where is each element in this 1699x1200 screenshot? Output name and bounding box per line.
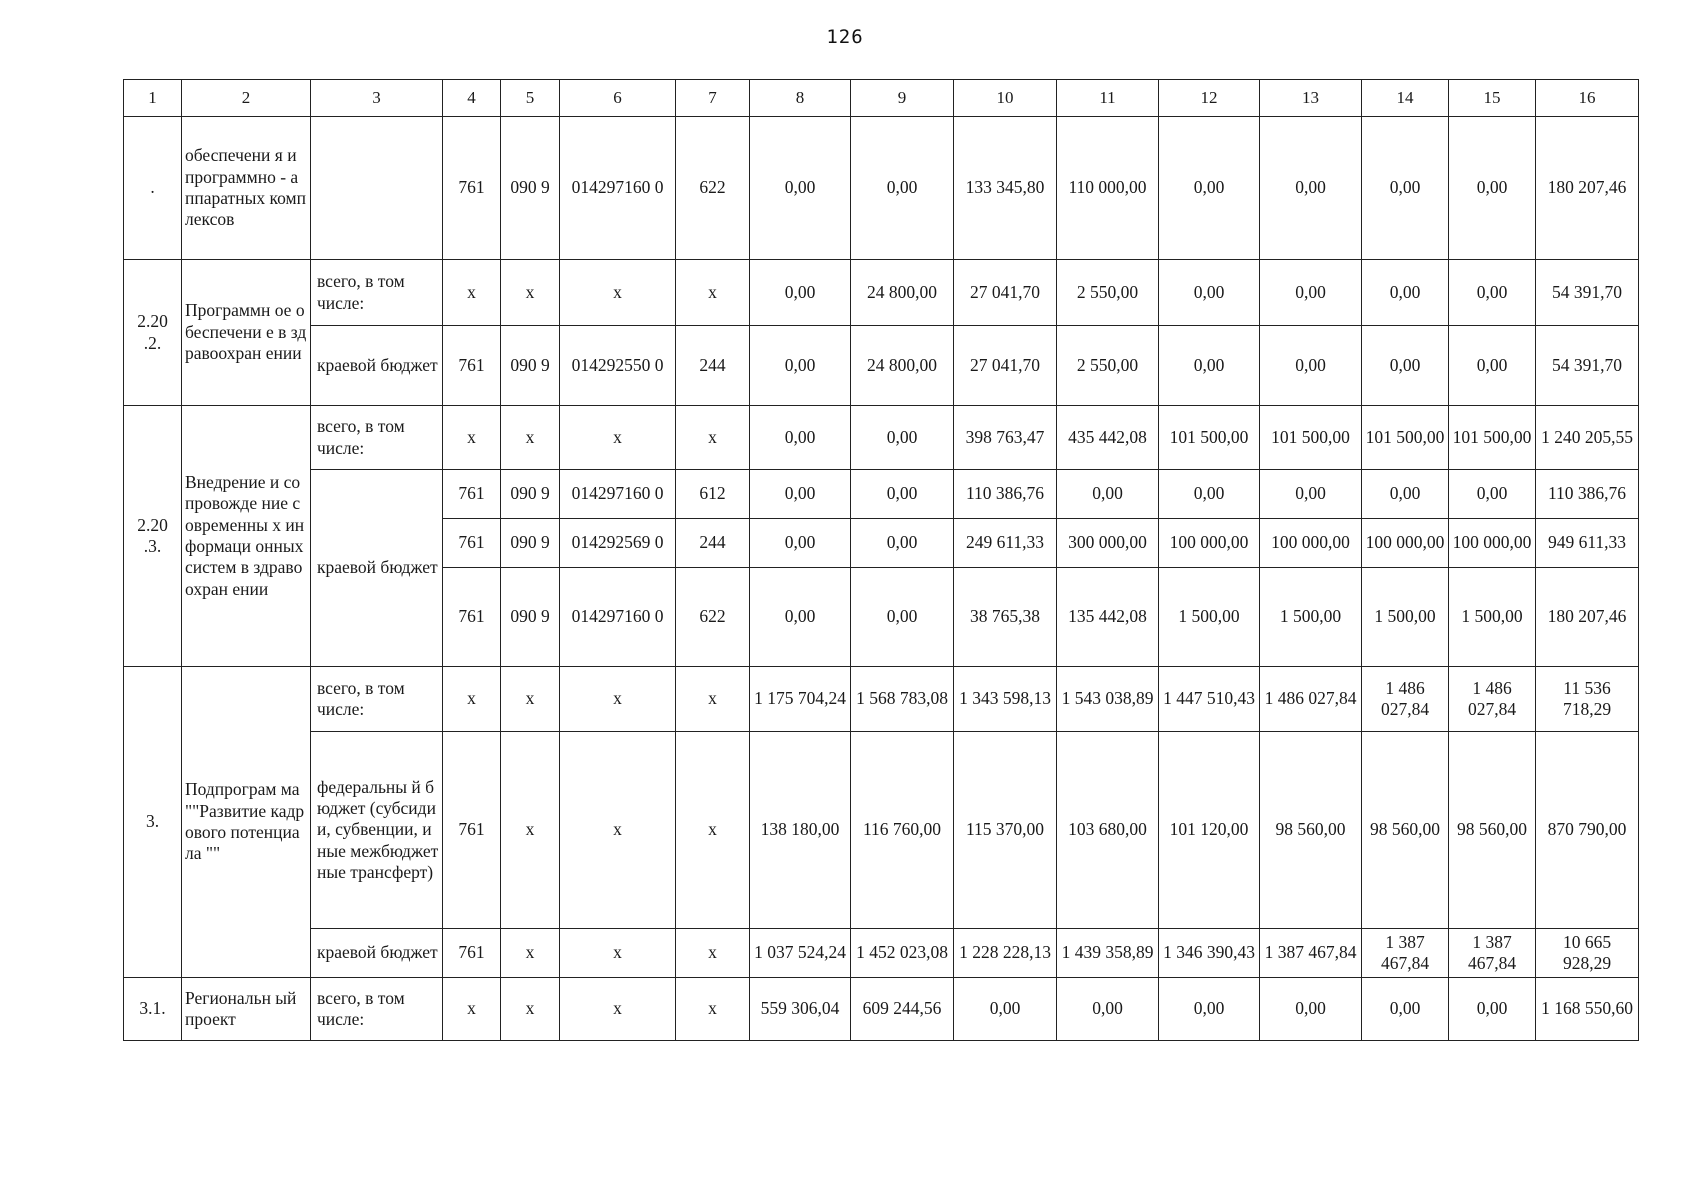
value-col-9: 24 800,00 xyxy=(851,326,954,406)
value-col-9: 0,00 xyxy=(851,470,954,519)
funding-source: краевой бюджет xyxy=(311,929,443,978)
value-col-8: 0,00 xyxy=(750,470,851,519)
header-cell: 14 xyxy=(1362,80,1449,117)
cell-col-7: 622 xyxy=(676,568,750,667)
item-code: 2.20 .2. xyxy=(124,260,182,406)
value-col-15: 101 500,00 xyxy=(1449,406,1536,470)
value-col-13: 100 000,00 xyxy=(1260,519,1362,568)
value-col-9: 0,00 xyxy=(851,519,954,568)
header-cell: 6 xyxy=(560,80,676,117)
value-col-15: 0,00 xyxy=(1449,326,1536,406)
value-col-9: 116 760,00 xyxy=(851,732,954,929)
budget-table xyxy=(123,79,1639,1041)
cell-col-6: х xyxy=(560,406,676,470)
page-number: 126 xyxy=(826,26,864,48)
funding-source: краевой бюджет xyxy=(311,470,443,667)
funding-source: федеральны й бюджет (субсидии, субвенции, иные межбюджет ные трансферт) xyxy=(311,732,443,929)
value-col-14: 0,00 xyxy=(1362,326,1449,406)
value-col-12: 0,00 xyxy=(1159,260,1260,326)
value-col-8: 0,00 xyxy=(750,519,851,568)
funding-source xyxy=(311,117,443,260)
table-row xyxy=(124,732,1639,929)
header-cell: 7 xyxy=(676,80,750,117)
value-col-11: 2 550,00 xyxy=(1057,260,1159,326)
value-col-15: 1 500,00 xyxy=(1449,568,1536,667)
cell-col-7: х xyxy=(676,260,750,326)
value-col-10: 398 763,47 xyxy=(954,406,1057,470)
header-cell: 10 xyxy=(954,80,1057,117)
cell-col-4: 761 xyxy=(443,470,501,519)
value-col-14: 1 486 027,84 xyxy=(1362,667,1449,732)
value-col-10: 249 611,33 xyxy=(954,519,1057,568)
value-col-13: 0,00 xyxy=(1260,326,1362,406)
item-name: Внедрение и сопровожде ние современны х информаци онных систем в здравоохран ении xyxy=(182,406,311,667)
value-col-12: 1 500,00 xyxy=(1159,568,1260,667)
value-col-9: 1 452 023,08 xyxy=(851,929,954,978)
header-cell: 12 xyxy=(1159,80,1260,117)
header-cell: 4 xyxy=(443,80,501,117)
value-col-11: 0,00 xyxy=(1057,470,1159,519)
value-col-12: 1 346 390,43 xyxy=(1159,929,1260,978)
table-row xyxy=(124,978,1639,1041)
value-col-15: 98 560,00 xyxy=(1449,732,1536,929)
value-col-10: 27 041,70 xyxy=(954,326,1057,406)
cell-col-6: 014297160 0 xyxy=(560,568,676,667)
value-col-13: 101 500,00 xyxy=(1260,406,1362,470)
item-name: обеспечени я и программно - аппаратных комплексов xyxy=(182,117,311,260)
value-col-14: 0,00 xyxy=(1362,260,1449,326)
value-col-12: 0,00 xyxy=(1159,470,1260,519)
cell-col-6: 014297160 0 xyxy=(560,117,676,260)
cell-col-4: х xyxy=(443,978,501,1041)
header-cell: 5 xyxy=(501,80,560,117)
value-col-13: 0,00 xyxy=(1260,117,1362,260)
table-row xyxy=(124,326,1639,406)
value-col-12: 101 500,00 xyxy=(1159,406,1260,470)
value-col-8: 138 180,00 xyxy=(750,732,851,929)
cell-col-6: х xyxy=(560,260,676,326)
value-col-9: 0,00 xyxy=(851,406,954,470)
value-col-11: 2 550,00 xyxy=(1057,326,1159,406)
cell-col-6: 014292550 0 xyxy=(560,326,676,406)
header-cell: 16 xyxy=(1536,80,1639,117)
cell-col-5: х xyxy=(501,929,560,978)
header-cell: 2 xyxy=(182,80,311,117)
table-row xyxy=(124,406,1639,470)
table-row xyxy=(124,117,1639,260)
cell-col-4: 761 xyxy=(443,326,501,406)
cell-col-7: х xyxy=(676,732,750,929)
header-cell: 3 xyxy=(311,80,443,117)
value-col-12: 101 120,00 xyxy=(1159,732,1260,929)
value-col-8: 0,00 xyxy=(750,406,851,470)
cell-col-4: 761 xyxy=(443,519,501,568)
cell-col-7: х xyxy=(676,406,750,470)
value-col-14: 1 387 467,84 xyxy=(1362,929,1449,978)
cell-col-5: 090 9 xyxy=(501,326,560,406)
funding-source: всего, в том числе: xyxy=(311,406,443,470)
cell-col-7: х xyxy=(676,978,750,1041)
value-col-10: 1 228 228,13 xyxy=(954,929,1057,978)
funding-source: всего, в том числе: xyxy=(311,667,443,732)
value-col-8: 0,00 xyxy=(750,326,851,406)
value-col-15: 1 486 027,84 xyxy=(1449,667,1536,732)
value-col-11: 110 000,00 xyxy=(1057,117,1159,260)
value-col-16: 180 207,46 xyxy=(1536,568,1639,667)
header-row xyxy=(124,80,1639,117)
cell-col-6: 014292569 0 xyxy=(560,519,676,568)
value-col-11: 1 543 038,89 xyxy=(1057,667,1159,732)
header-cell: 11 xyxy=(1057,80,1159,117)
value-col-8: 0,00 xyxy=(750,568,851,667)
cell-col-7: 622 xyxy=(676,117,750,260)
value-col-15: 0,00 xyxy=(1449,117,1536,260)
value-col-13: 0,00 xyxy=(1260,978,1362,1041)
value-col-11: 435 442,08 xyxy=(1057,406,1159,470)
value-col-10: 38 765,38 xyxy=(954,568,1057,667)
value-col-8: 559 306,04 xyxy=(750,978,851,1041)
value-col-14: 0,00 xyxy=(1362,470,1449,519)
cell-col-5: х xyxy=(501,260,560,326)
value-col-11: 135 442,08 xyxy=(1057,568,1159,667)
value-col-9: 1 568 783,08 xyxy=(851,667,954,732)
item-code: 3. xyxy=(124,667,182,978)
item-name: Подпрограм ма ""Развитие кадрового потенциала "" xyxy=(182,667,311,978)
value-col-16: 11 536 718,29 xyxy=(1536,667,1639,732)
value-col-16: 1 240 205,55 xyxy=(1536,406,1639,470)
value-col-16: 870 790,00 xyxy=(1536,732,1639,929)
value-col-16: 180 207,46 xyxy=(1536,117,1639,260)
header-cell: 8 xyxy=(750,80,851,117)
value-col-8: 1 175 704,24 xyxy=(750,667,851,732)
cell-col-7: х xyxy=(676,667,750,732)
item-name: Программн ое обеспечени е в здравоохран ении xyxy=(182,260,311,406)
value-col-8: 1 037 524,24 xyxy=(750,929,851,978)
funding-source: всего, в том числе: xyxy=(311,978,443,1041)
value-col-15: 0,00 xyxy=(1449,470,1536,519)
header-cell: 13 xyxy=(1260,80,1362,117)
cell-col-4: х xyxy=(443,260,501,326)
cell-col-7: 244 xyxy=(676,326,750,406)
value-col-10: 27 041,70 xyxy=(954,260,1057,326)
cell-col-4: 761 xyxy=(443,929,501,978)
table-row xyxy=(124,667,1639,732)
header-cell: 15 xyxy=(1449,80,1536,117)
cell-col-5: х xyxy=(501,406,560,470)
table-row xyxy=(124,929,1639,978)
value-col-12: 100 000,00 xyxy=(1159,519,1260,568)
value-col-14: 1 500,00 xyxy=(1362,568,1449,667)
value-col-12: 0,00 xyxy=(1159,978,1260,1041)
value-col-13: 98 560,00 xyxy=(1260,732,1362,929)
value-col-11: 103 680,00 xyxy=(1057,732,1159,929)
value-col-15: 100 000,00 xyxy=(1449,519,1536,568)
value-col-16: 10 665 928,29 xyxy=(1536,929,1639,978)
cell-col-5: 090 9 xyxy=(501,117,560,260)
value-col-14: 101 500,00 xyxy=(1362,406,1449,470)
value-col-14: 0,00 xyxy=(1362,117,1449,260)
value-col-10: 133 345,80 xyxy=(954,117,1057,260)
cell-col-5: х xyxy=(501,732,560,929)
cell-col-7: х xyxy=(676,929,750,978)
value-col-14: 0,00 xyxy=(1362,978,1449,1041)
cell-col-5: 090 9 xyxy=(501,568,560,667)
cell-col-5: х xyxy=(501,667,560,732)
cell-col-7: 612 xyxy=(676,470,750,519)
value-col-12: 0,00 xyxy=(1159,117,1260,260)
value-col-11: 1 439 358,89 xyxy=(1057,929,1159,978)
value-col-13: 1 500,00 xyxy=(1260,568,1362,667)
value-col-13: 1 486 027,84 xyxy=(1260,667,1362,732)
value-col-9: 609 244,56 xyxy=(851,978,954,1041)
value-col-8: 0,00 xyxy=(750,260,851,326)
header-cell: 9 xyxy=(851,80,954,117)
cell-col-5: 090 9 xyxy=(501,470,560,519)
value-col-12: 0,00 xyxy=(1159,326,1260,406)
value-col-9: 24 800,00 xyxy=(851,260,954,326)
cell-col-7: 244 xyxy=(676,519,750,568)
value-col-15: 0,00 xyxy=(1449,260,1536,326)
value-col-15: 0,00 xyxy=(1449,978,1536,1041)
value-col-16: 54 391,70 xyxy=(1536,326,1639,406)
cell-col-6: х xyxy=(560,732,676,929)
value-col-9: 0,00 xyxy=(851,568,954,667)
cell-col-6: 014297160 0 xyxy=(560,470,676,519)
header-cell: 1 xyxy=(124,80,182,117)
value-col-10: 0,00 xyxy=(954,978,1057,1041)
cell-col-4: х xyxy=(443,406,501,470)
item-code: 2.20 .3. xyxy=(124,406,182,667)
value-col-16: 110 386,76 xyxy=(1536,470,1639,519)
cell-col-6: х xyxy=(560,929,676,978)
value-col-13: 1 387 467,84 xyxy=(1260,929,1362,978)
value-col-15: 1 387 467,84 xyxy=(1449,929,1536,978)
value-col-10: 115 370,00 xyxy=(954,732,1057,929)
table-row xyxy=(124,470,1639,519)
table-row xyxy=(124,260,1639,326)
cell-col-4: 761 xyxy=(443,117,501,260)
cell-col-5: 090 9 xyxy=(501,519,560,568)
cell-col-6: х xyxy=(560,667,676,732)
funding-source: краевой бюджет xyxy=(311,326,443,406)
value-col-16: 949 611,33 xyxy=(1536,519,1639,568)
value-col-14: 98 560,00 xyxy=(1362,732,1449,929)
value-col-13: 0,00 xyxy=(1260,470,1362,519)
value-col-9: 0,00 xyxy=(851,117,954,260)
value-col-14: 100 000,00 xyxy=(1362,519,1449,568)
value-col-10: 110 386,76 xyxy=(954,470,1057,519)
item-code: . xyxy=(124,117,182,260)
value-col-13: 0,00 xyxy=(1260,260,1362,326)
value-col-8: 0,00 xyxy=(750,117,851,260)
value-col-16: 1 168 550,60 xyxy=(1536,978,1639,1041)
funding-source: всего, в том числе: xyxy=(311,260,443,326)
cell-col-4: 761 xyxy=(443,732,501,929)
cell-col-6: х xyxy=(560,978,676,1041)
item-name: Региональн ый проект xyxy=(182,978,311,1041)
value-col-11: 0,00 xyxy=(1057,978,1159,1041)
cell-col-5: х xyxy=(501,978,560,1041)
value-col-12: 1 447 510,43 xyxy=(1159,667,1260,732)
value-col-16: 54 391,70 xyxy=(1536,260,1639,326)
cell-col-4: 761 xyxy=(443,568,501,667)
value-col-11: 300 000,00 xyxy=(1057,519,1159,568)
value-col-10: 1 343 598,13 xyxy=(954,667,1057,732)
cell-col-4: х xyxy=(443,667,501,732)
item-code: 3.1. xyxy=(124,978,182,1041)
